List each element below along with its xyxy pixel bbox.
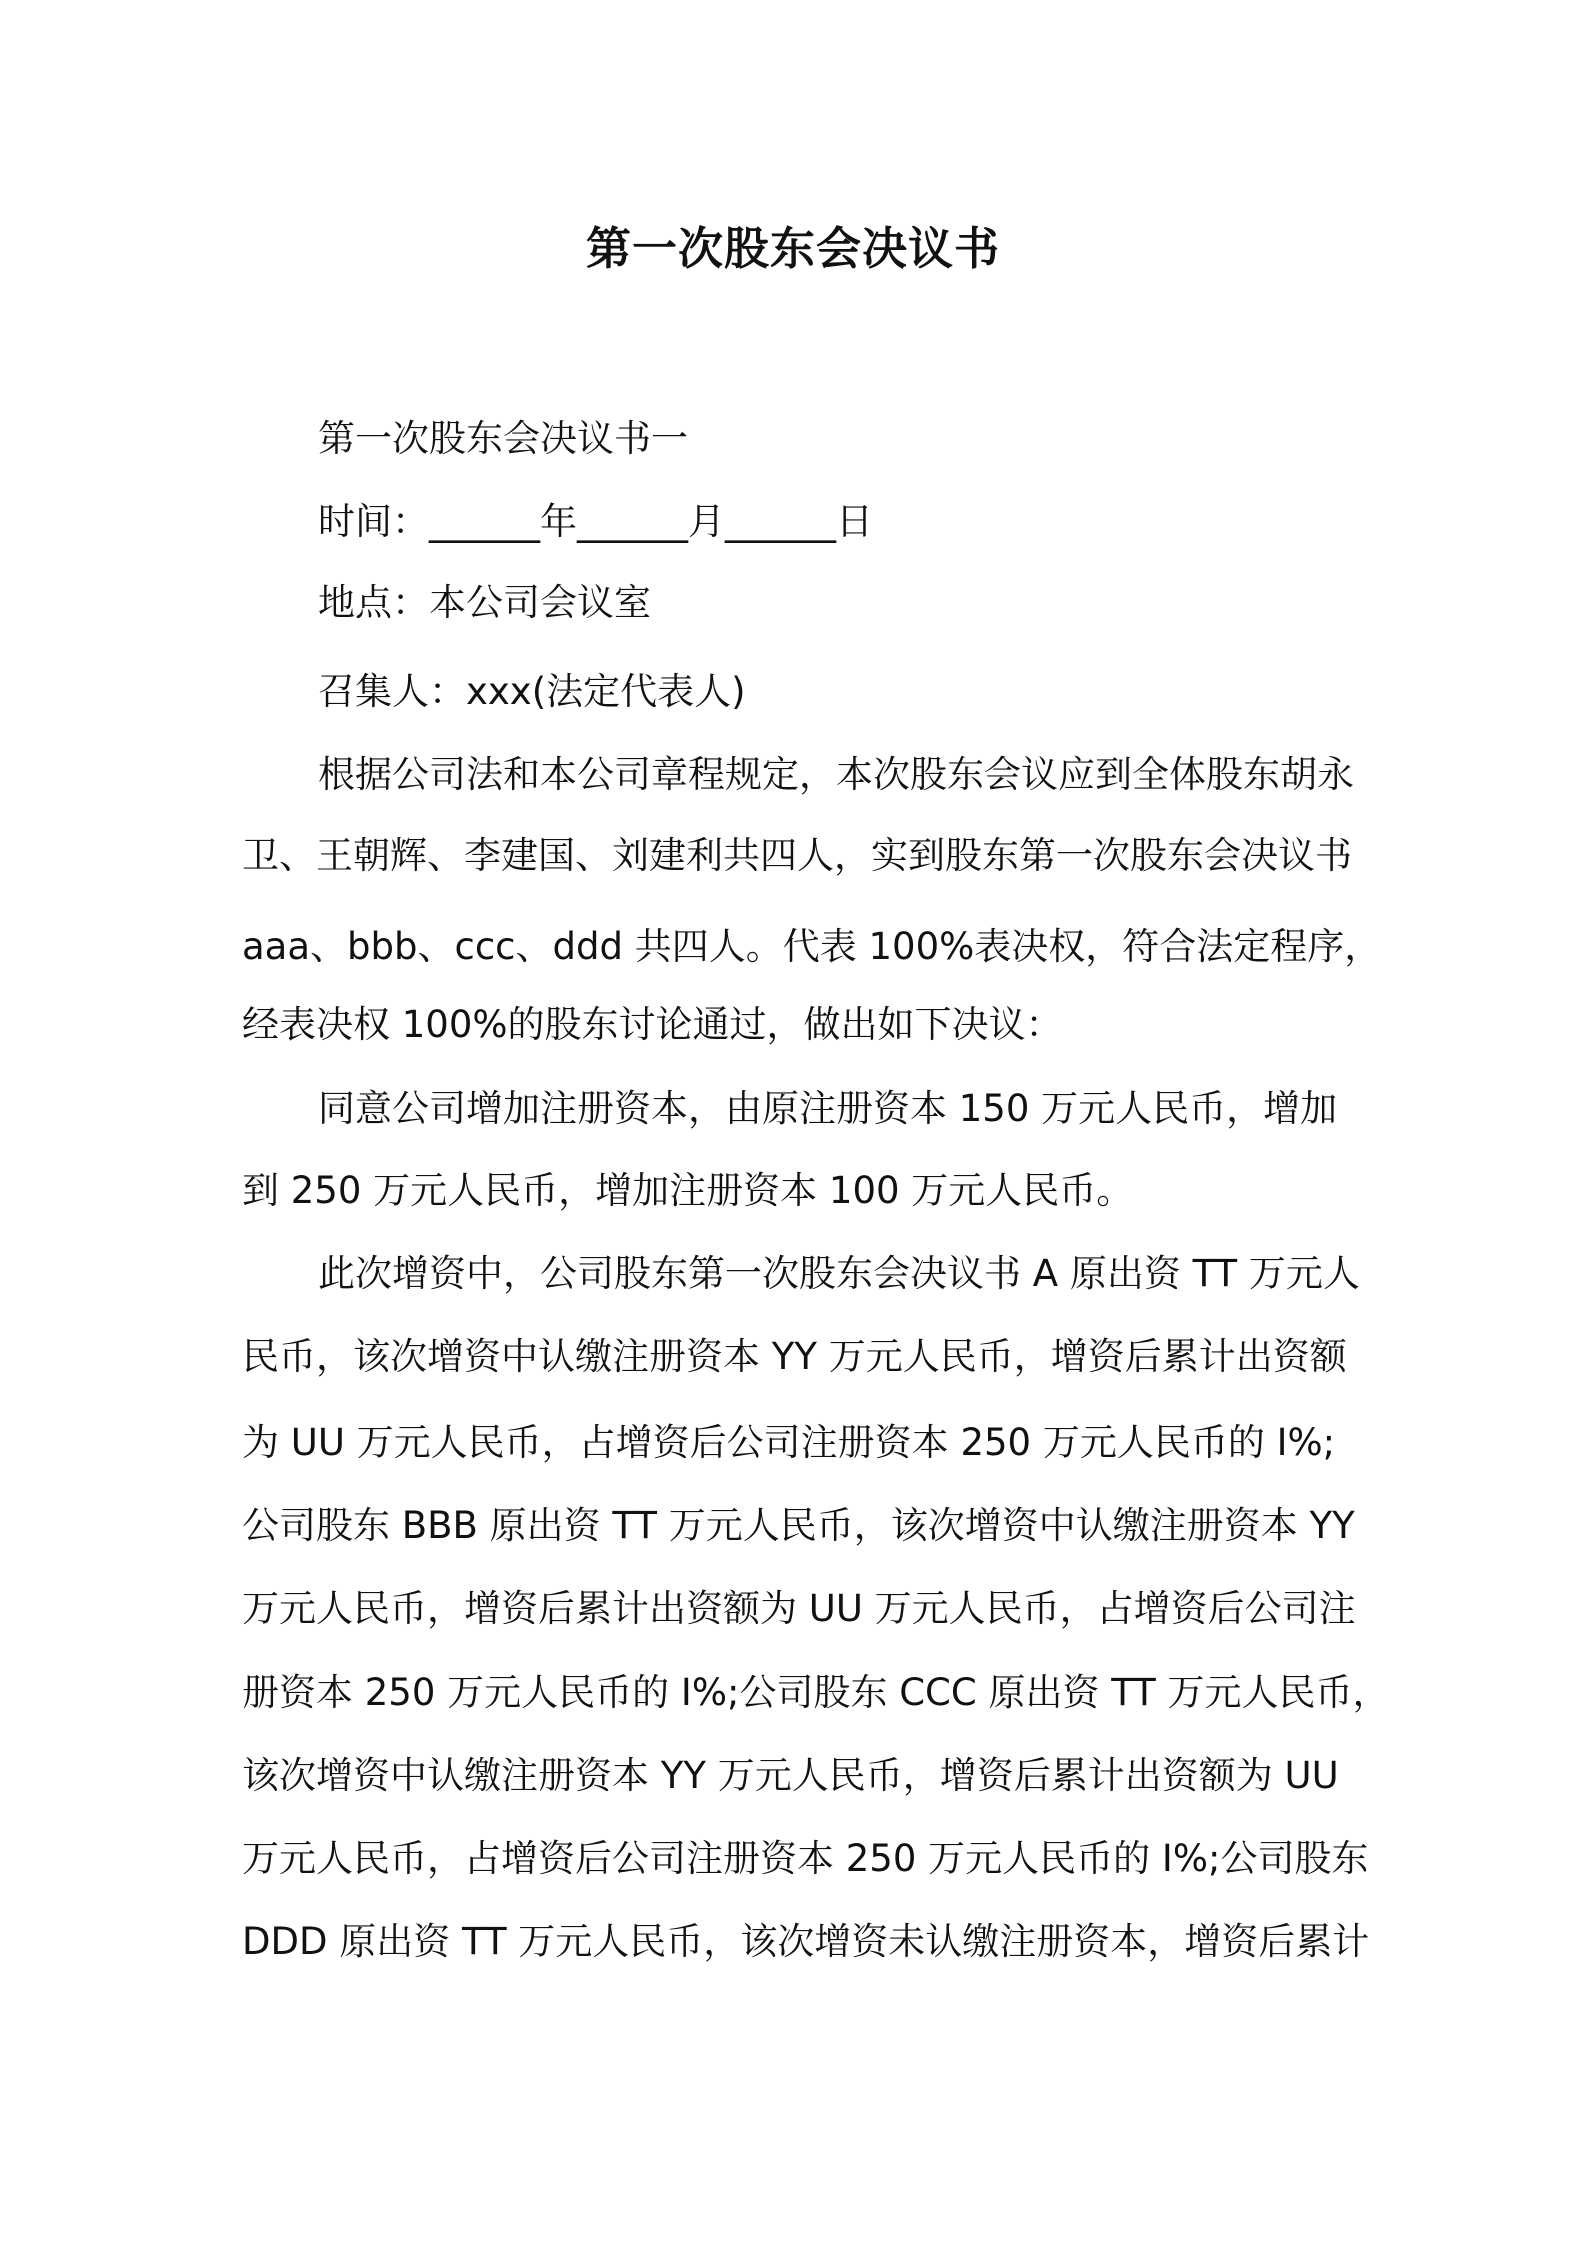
meeting-time: 时间：______年______月______日 xyxy=(318,500,873,543)
paragraph-line: 卫、王朝辉、李建国、刘建利共四人，实到股东第一次股东会决议书 xyxy=(242,834,1352,877)
paragraph-line: 万元人民币，增资后累计出资额为 UU 万元人民币，占增资后公司注 xyxy=(242,1587,1356,1630)
meeting-convener: 召集人：xxx(法定代表人) xyxy=(318,670,746,713)
paragraph-line: 到 250 万元人民币，增加注册资本 100 万元人民币。 xyxy=(242,1169,1134,1212)
paragraph-line: 该次增资中认缴注册资本 YY 万元人民币，增资后累计出资额为 UU xyxy=(242,1754,1339,1797)
paragraph-line: 民币，该次增资中认缴注册资本 YY 万元人民币，增资后累计出资额 xyxy=(242,1335,1347,1378)
paragraph-line: 公司股东 BBB 原出资 TT 万元人民币，该次增资中认缴注册资本 YY xyxy=(242,1504,1355,1547)
paragraph-line: 经表决权 100%的股东讨论通过，做出如下决议： xyxy=(242,1003,1063,1046)
document-title: 第一次股东会决议书 xyxy=(585,222,1000,275)
paragraph-line: 万元人民币，占增资后公司注册资本 250 万元人民币的 I%;公司股东 xyxy=(242,1837,1369,1880)
paragraph-line: 为 UU 万元人民币，占增资后公司注册资本 250 万元人民币的 I%; xyxy=(242,1421,1336,1464)
paragraph-line: DDD 原出资 TT 万元人民币，该次增资未认缴注册资本，增资后累计 xyxy=(242,1920,1370,1963)
meeting-place: 地点：本公司会议室 xyxy=(318,581,651,624)
paragraph-line: 册资本 250 万元人民币的 I%;公司股东 CCC 原出资 TT 万元人民币， xyxy=(242,1671,1390,1714)
paragraph-line: 此次增资中，公司股东第一次股东会决议书 A 原出资 TT 万元人 xyxy=(318,1252,1360,1295)
paragraph-line: aaa、bbb、ccc、ddd 共四人。代表 100%表决权，符合法定程序， xyxy=(242,925,1382,968)
paragraph-line: 根据公司法和本公司章程规定，本次股东会议应到全体股东胡永 xyxy=(318,753,1354,796)
paragraph-line: 同意公司增加注册资本，由原注册资本 150 万元人民币，增加 xyxy=(318,1087,1338,1130)
document-subtitle: 第一次股东会决议书一 xyxy=(318,417,688,460)
